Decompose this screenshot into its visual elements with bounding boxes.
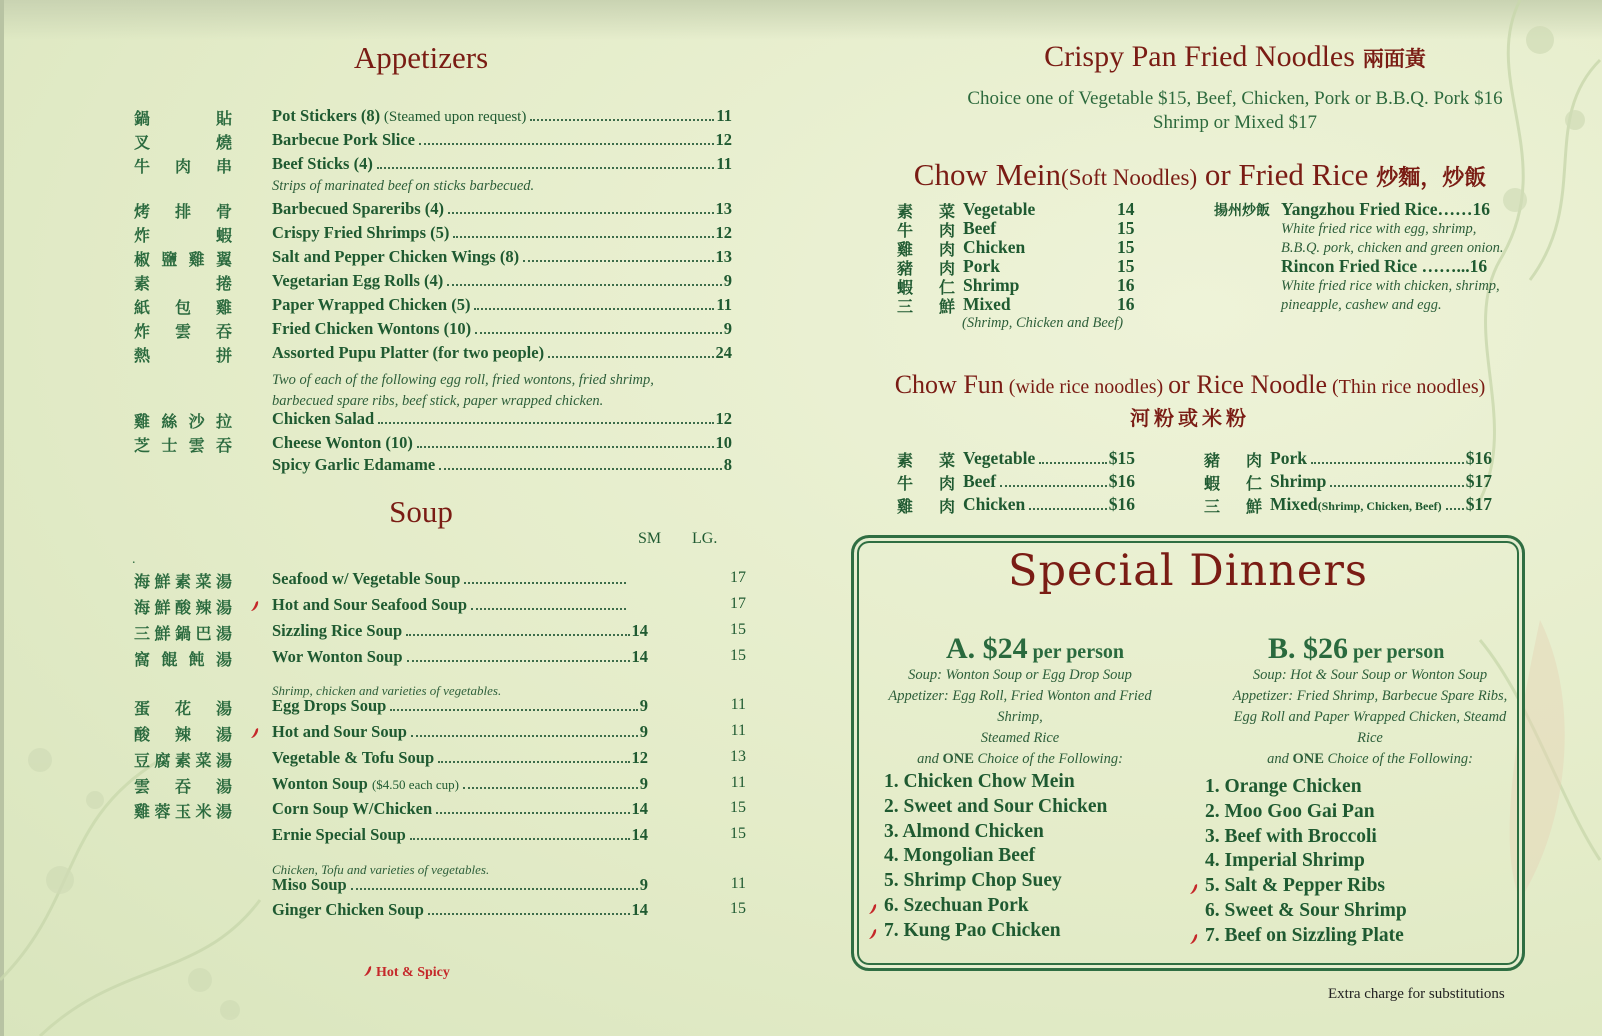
chow-mein-price: 14: [1117, 199, 1135, 219]
option-b-dish: 5. Salt & Pepper Ribs: [1205, 875, 1386, 897]
top-shadow: [0, 0, 1602, 40]
appetizer-item: [272, 130, 732, 150]
soup-name: Vegetable & Tofu Soup: [272, 748, 435, 767]
spicy-legend: [363, 964, 450, 981]
soup-row: [134, 621, 746, 643]
rincon-desc-line1: White fried rice with chicken, shrimp,: [1281, 278, 1500, 294]
chili-icon: [1189, 932, 1199, 944]
appetizer-row: [134, 295, 732, 317]
chow-fun-name: Vegetable: [963, 448, 1036, 468]
soup-large-price: 15: [730, 799, 746, 816]
option-a-rice: Steamed Rice: [980, 730, 1060, 746]
leader-dots: [407, 660, 630, 662]
leader-dots: [448, 212, 713, 214]
option-a-dish: 5. Shrimp Chop Suey: [884, 870, 1062, 892]
appetizer-chinese-name: 芝士雲吞: [134, 436, 232, 455]
option-b-dish: 4. Imperial Shrimp: [1205, 850, 1365, 872]
soup-chinese-name: 酸辣湯: [134, 725, 232, 744]
appetizer-name: Paper Wrapped Chicken (5): [272, 295, 471, 314]
crispy-noodles-line2: Shrimp or Mixed $17: [1152, 112, 1318, 133]
chow-mein-name: Vegetable: [963, 199, 1036, 219]
option-a-dish: 4. Mongolian Beef: [884, 845, 1036, 867]
appetizer-chinese-name: 椒鹽雞翼: [134, 250, 232, 269]
appetizer-price: 24: [715, 343, 732, 362]
chow-mein-chinese-name: 豬肉: [897, 259, 955, 278]
option-b-description: [1220, 665, 1520, 770]
appetizer-price: 13: [715, 247, 732, 266]
soup-item: [272, 875, 648, 895]
leader-dots: [1029, 508, 1107, 510]
chow-fun-price: $15: [1108, 448, 1135, 468]
leader-dots: [428, 913, 630, 915]
leader-dots: [390, 709, 637, 711]
option-b-dish: 2. Moo Goo Gai Pan: [1205, 800, 1375, 822]
appetizer-item: [272, 199, 732, 219]
chili-icon: [868, 927, 878, 939]
option-a-dish: 3. Almond Chicken: [884, 820, 1044, 842]
pupu-description-line1: Two of each of the following egg roll, fried wontons, fried shrimp,: [272, 372, 654, 388]
chow-mein-name: Chicken: [963, 237, 1026, 257]
soup-name: Wor Wonton Soup: [272, 647, 403, 666]
soup-small-price: 9: [639, 875, 648, 894]
soup-chinese-name: 豆腐素菜湯: [134, 751, 232, 770]
chow-fun-row: [1204, 448, 1494, 470]
chow-mein-chinese-name: 牛肉: [897, 221, 955, 240]
chow-fun-price: $16: [1108, 494, 1135, 514]
option-b-heading: [1268, 632, 1444, 666]
crispy-noodles-title: Crispy Pan Fried Noodles: [1044, 40, 1355, 73]
chow-fun-name: Chicken: [963, 494, 1026, 514]
chow-fun-price: $16: [1108, 471, 1135, 491]
soup-item: [272, 621, 648, 641]
chow-mein-name: Mixed: [963, 294, 1011, 314]
leader-dots: [474, 308, 714, 310]
appetizer-item: [272, 455, 732, 475]
pupu-description-line2: barbecued spare ribs, beef stick, paper wrapped chicken.: [272, 393, 604, 409]
option-a-dish: 7. Kung Pao Chicken: [884, 919, 1061, 941]
leader-dots: [406, 634, 629, 636]
chow-fun-row: [897, 448, 1137, 470]
option-a-dish: 2. Sweet and Sour Chicken: [884, 795, 1108, 817]
leader-dots: [417, 446, 714, 448]
soup-row: [134, 825, 746, 847]
leader-dots: [530, 119, 714, 121]
leader-dots: [410, 838, 630, 840]
option-a-price: A. $24: [946, 632, 1028, 665]
appetizer-price: 10: [715, 433, 732, 452]
appetizer-item: [272, 433, 732, 453]
chow-mein-price: 16: [1117, 294, 1135, 314]
appetizer-price: 9: [723, 319, 732, 338]
chow-mein-price: 15: [1117, 237, 1135, 257]
leader-dots: [378, 422, 713, 424]
leader-dots: [377, 167, 715, 169]
soup-large-price: 17: [730, 569, 746, 586]
soup-item: [272, 569, 628, 589]
option-a-heading: [946, 632, 1124, 666]
appetizer-price: 13: [715, 199, 732, 218]
leader-dots: [471, 608, 626, 610]
appetizer-row: [134, 319, 732, 341]
soup-chinese-name: 海鮮素菜湯: [134, 572, 232, 591]
appetizer-name: Beef Sticks (4): [272, 154, 373, 173]
chow-mein-price: 15: [1117, 256, 1135, 276]
chow-fun-price: $17: [1465, 494, 1492, 514]
soup-item: [272, 696, 648, 716]
soup-chinese-name: 雞蓉玉米湯: [134, 802, 232, 821]
chow-fun-item: [1270, 494, 1492, 515]
appetizer-name: Assorted Pupu Platter (for two people): [272, 343, 545, 362]
chow-fun-chinese-name: 蝦仁: [1204, 474, 1262, 493]
option-b-soup: Soup: Hot & Sour Soup or Wonton Soup: [1252, 667, 1488, 683]
chow-fun-note: (Shrimp, Chicken, Beef): [1317, 499, 1442, 513]
leader-dots: [447, 284, 721, 286]
rincon-desc-line2: pineapple, cashew and egg.: [1281, 297, 1442, 313]
option-b-price: B. $26: [1268, 632, 1349, 665]
soup-chinese-name: 三鮮鍋巴湯: [134, 624, 232, 643]
soup-large-price: 13: [730, 748, 746, 765]
soup-name: Sizzling Rice Soup: [272, 621, 403, 640]
appetizer-price: 11: [716, 106, 732, 125]
appetizer-item: [272, 409, 732, 429]
appetizer-row: [134, 106, 732, 128]
chow-fun-name: Beef: [963, 471, 997, 491]
soup-item: [272, 647, 648, 667]
option-a-choice: [870, 749, 1170, 770]
appetizer-chinese-name: 熱拼: [134, 346, 232, 365]
soup-large-price: 15: [730, 825, 746, 842]
appetizer-item: [272, 343, 732, 363]
appetizer-name: Pot Stickers (8) (Steamed upon request): [272, 106, 527, 125]
appetizer-item: [272, 295, 732, 315]
chow-mein-chinese-name: 素菜: [897, 202, 955, 221]
appetizer-chinese-name: 烤排骨: [134, 202, 232, 221]
appetizers-heading: Appetizers: [353, 40, 489, 75]
option-a-dish: 6. Szechuan Pork: [884, 895, 1029, 916]
option-b-choice: [1220, 749, 1520, 770]
yangzhou-fried-rice: Yangzhou Fried Rice……16: [1281, 199, 1491, 219]
soup-small-price: 14: [631, 900, 648, 919]
soup-large-price: 11: [730, 774, 746, 791]
wor-wonton-description: Shrimp, chicken and varieties of vegetables.: [272, 683, 502, 698]
appetizer-chinese-name: 素捲: [134, 274, 232, 293]
appetizer-row: [134, 154, 732, 176]
soup-row: [134, 722, 746, 744]
substitution-note: Extra charge for substitutions: [1328, 986, 1505, 1002]
soup-name: Miso Soup: [272, 875, 347, 894]
soup-row: [134, 875, 746, 897]
chow-mein-chinese-name: 蝦仁: [897, 278, 955, 297]
appetizer-row: [134, 247, 732, 269]
crispy-noodles-heading: [870, 40, 1600, 74]
leader-dots: [453, 236, 713, 238]
appetizer-item: [272, 271, 732, 291]
chow-mein-price: 16: [1117, 275, 1135, 295]
chili-icon: [250, 726, 260, 738]
ernie-soup-description: Chicken, Tofu and varieties of vegetables.: [272, 862, 490, 877]
appetizer-item: [272, 106, 732, 126]
soup-row: [134, 774, 746, 796]
option-a-dish: 1. Chicken Chow Mein: [884, 771, 1075, 792]
appetizer-row: [134, 271, 732, 293]
leader-dots: [438, 761, 629, 763]
leader-dots: [411, 735, 638, 737]
chow-fun-subtitle: (wide rice noodles): [1003, 376, 1169, 398]
chow-fun-item: [963, 448, 1135, 469]
mixed-note: (Shrimp, Chicken and Beef): [962, 315, 1124, 331]
soup-large-price: 15: [730, 647, 746, 664]
appetizer-name: Fried Chicken Wontons (10): [272, 319, 472, 338]
leader-dots: [1000, 485, 1107, 487]
chow-fun-name: Shrimp: [1270, 471, 1327, 491]
option-b-dish: 6. Sweet & Sour Shrimp: [1205, 900, 1407, 921]
soup-name: Wonton Soup ($4.50 each cup): [272, 774, 459, 793]
option-b-choice-post: Choice of the Following:: [1323, 751, 1473, 767]
chow-mein-chinese-name: 雞肉: [897, 240, 955, 259]
soup-chinese-name: 蛋花湯: [134, 699, 232, 718]
rice-noodle-title: or Rice Noodle: [1168, 370, 1328, 399]
leader-dots: [439, 468, 722, 470]
soup-row: [134, 799, 746, 821]
soup-item: [272, 748, 648, 768]
chow-fun-heading: [840, 370, 1540, 400]
option-b-rice: Egg Roll and Paper Wrapped Chicken, Steamd Rice: [1233, 709, 1507, 746]
soup-chinese-name: 海鮮酸辣湯: [134, 598, 232, 617]
chow-fun-name: Pork: [1270, 448, 1307, 468]
appetizer-row: [134, 130, 732, 152]
soup-name: Corn Soup W/Chicken: [272, 799, 433, 818]
chow-mein-chinese: 炒麵，炒飯: [1376, 166, 1487, 191]
soup-name: Ginger Chicken Soup: [272, 900, 424, 919]
small-size-header: SM: [638, 530, 662, 547]
chow-fun-price: $16: [1465, 448, 1492, 468]
soup-row: [134, 647, 746, 669]
chili-icon: [1189, 882, 1199, 894]
chow-mein-title: Chow Mein: [913, 157, 1062, 192]
chow-fun-chinese-name: 三鮮: [1204, 497, 1262, 516]
leader-dots: [1330, 485, 1463, 487]
chow-fun-item: [963, 471, 1135, 492]
soup-row: [134, 696, 746, 718]
leader-dots: [463, 787, 638, 789]
appetizer-name: Crispy Fried Shrimps (5): [272, 223, 450, 242]
appetizer-chinese-name: 鍋貼: [134, 109, 232, 128]
appetizer-row: [134, 455, 732, 477]
appetizer-item: [272, 319, 732, 339]
soup-item: [272, 900, 648, 920]
yangzhou-desc-line1: White fried rice with egg, shrimp,: [1281, 221, 1477, 237]
soup-small-price: 14: [631, 621, 648, 640]
chow-mein-subtitle: (Soft Noodles): [1061, 165, 1198, 190]
appetizer-chinese-name: 叉燒: [134, 133, 232, 152]
chow-fun-row: [897, 494, 1137, 516]
soup-large-price: 17: [730, 595, 746, 612]
beef-sticks-description: Strips of marinated beef on sticks barbecued.: [272, 178, 535, 194]
appetizer-name: Vegetarian Egg Rolls (4): [272, 271, 444, 290]
leader-dots: [351, 888, 638, 890]
stray-dot: .: [132, 552, 136, 567]
option-b-dish: 7. Beef on Sizzling Plate: [1205, 924, 1404, 946]
soup-name: Ernie Special Soup: [272, 825, 406, 844]
chow-fun-name: Mixed: [1270, 494, 1318, 514]
chow-fun-row: [1204, 471, 1494, 493]
appetizer-item: [272, 154, 732, 174]
chow-mein-chinese-name: 三鮮: [897, 297, 955, 316]
option-b-choice-one: ONE: [1292, 751, 1324, 767]
appetizer-item: [272, 223, 732, 243]
appetizer-chinese-name: 紙包雞: [134, 298, 232, 317]
soup-item: [272, 722, 648, 742]
appetizer-name: Cheese Wonton (10): [272, 433, 413, 452]
appetizer-price: 11: [716, 295, 732, 314]
option-b-dish: 1. Orange Chicken: [1205, 776, 1362, 797]
chow-mein-name: Pork: [963, 256, 1000, 276]
soup-large-price: 15: [730, 900, 746, 917]
appetizer-chinese-name: 雞絲沙拉: [134, 412, 232, 431]
yangzhou-chinese: 揚州炒飯: [1214, 203, 1270, 219]
soup-heading: Soup: [389, 494, 453, 529]
chow-fun-chinese: 河粉或米粉: [1130, 406, 1250, 430]
appetizer-price: 12: [715, 409, 732, 428]
leader-dots: [548, 356, 713, 358]
appetizer-chinese-name: 炸雲吞: [134, 322, 232, 341]
soup-row: [134, 569, 746, 591]
soup-name: Egg Drops Soup: [272, 696, 387, 715]
leader-dots: [464, 582, 626, 584]
chow-fun-chinese-name: 雞肉: [897, 497, 955, 516]
appetizer-name: Barbecued Spareribs (4): [272, 199, 445, 218]
appetizer-price: 11: [716, 154, 732, 173]
leader-dots: [436, 812, 629, 814]
appetizer-row: [134, 343, 732, 365]
chow-fun-item: [963, 494, 1135, 515]
appetizer-chinese-name: 炸蝦: [134, 226, 232, 245]
chow-fun-title: Chow Fun: [894, 370, 1004, 399]
appetizer-row: [134, 433, 732, 455]
crispy-noodles-chinese: 兩面黃: [1362, 47, 1426, 71]
appetizer-item: [272, 247, 732, 267]
soup-large-price: 11: [730, 875, 746, 892]
fried-rice-title: or Fried Rice: [1197, 157, 1377, 192]
appetizer-price: 8: [723, 455, 732, 474]
soup-chinese-name: 雲吞湯: [134, 777, 232, 796]
large-size-header: LG.: [692, 530, 718, 547]
soup-small-price: 14: [631, 825, 648, 844]
chow-fun-item: [1270, 448, 1492, 469]
leader-dots: [1039, 462, 1106, 464]
option-b-choice-pre: and: [1267, 751, 1293, 767]
rice-noodle-subtitle: (Thin rice noodles): [1327, 376, 1486, 398]
appetizer-name: Salt and Pepper Chicken Wings (8): [272, 247, 520, 266]
soup-large-price: 11: [730, 722, 746, 739]
chow-fun-row: [1204, 494, 1494, 516]
soup-item: [272, 825, 648, 845]
leader-dots: [1311, 462, 1464, 464]
option-a-soup: Soup: Wonton Soup or Egg Drop Soup: [908, 667, 1132, 683]
soup-name: Hot and Sour Soup: [272, 722, 407, 741]
soup-large-price: 15: [730, 621, 746, 638]
leader-dots: [1446, 508, 1464, 510]
soup-item: [272, 774, 648, 794]
soup-small-price: 14: [631, 799, 648, 818]
chow-mein-price: 15: [1117, 218, 1135, 238]
soup-small-price: 12: [631, 748, 648, 767]
appetizer-name: Chicken Salad: [272, 409, 375, 428]
soup-row: [134, 900, 746, 922]
chow-mein-name: Shrimp: [963, 275, 1020, 295]
chili-icon: [363, 965, 373, 977]
chili-icon: [868, 902, 878, 914]
special-dinners-title: Special Dinners: [1007, 546, 1368, 596]
appetizer-chinese-name: 牛肉串: [134, 157, 232, 176]
chow-fun-item: [1270, 471, 1492, 492]
appetizer-price: 9: [723, 271, 732, 290]
soup-name: Hot and Sour Seafood Soup: [272, 595, 468, 614]
appetizer-row: [134, 409, 732, 431]
option-a-per-person: per person: [1027, 641, 1124, 663]
soup-small-price: 9: [639, 774, 648, 793]
chow-mein-heading: [860, 157, 1540, 193]
chow-mein-name: Beef: [963, 218, 997, 238]
option-a-choice-one: ONE: [942, 751, 974, 767]
soup-row: [134, 595, 746, 617]
soup-name: Seafood w/ Vegetable Soup: [272, 569, 461, 588]
yangzhou-desc-line2: B.B.Q. pork, chicken and green onion.: [1281, 240, 1504, 256]
appetizer-price: 12: [715, 130, 732, 149]
appetizer-row: [134, 199, 732, 221]
soup-chinese-name: 窩餛飩湯: [134, 650, 232, 669]
soup-small-price: 9: [639, 722, 648, 741]
chow-fun-chinese-name: 牛肉: [897, 474, 955, 493]
soup-small-price: 9: [639, 696, 648, 715]
option-b-appetizer: Appetizer: Fried Shrimp, Barbecue Spare Ribs,: [1232, 688, 1508, 704]
chow-fun-chinese-name: 素菜: [897, 451, 955, 470]
appetizer-row: [134, 223, 732, 245]
soup-item: [272, 595, 628, 615]
leader-dots: [475, 332, 722, 334]
soup-row: [134, 748, 746, 770]
leader-dots: [419, 143, 714, 145]
chow-fun-row: [897, 471, 1137, 493]
option-a-description: [870, 665, 1170, 770]
option-a-choice-pre: and: [917, 751, 943, 767]
soup-small-price: 14: [631, 647, 648, 666]
soup-item: [272, 799, 648, 819]
crispy-noodles-line1: Choice one of Vegetable $15, Beef, Chicken, Pork or B.B.Q. Pork $16: [967, 88, 1503, 109]
appetizer-name: Spicy Garlic Edamame: [272, 455, 436, 474]
appetizer-name: Barbecue Pork Slice: [272, 130, 415, 149]
rincon-fried-rice: Rincon Fried Rice ……...16: [1281, 256, 1488, 276]
soup-large-price: 11: [730, 696, 746, 713]
option-b-per-person: per person: [1348, 641, 1445, 663]
chili-icon: [250, 599, 260, 611]
option-b-dish: 3. Beef with Broccoli: [1205, 825, 1377, 847]
option-a-choice-post: Choice of the Following:: [973, 751, 1123, 767]
chow-fun-price: $17: [1465, 471, 1492, 491]
option-a-appetizer: Appetizer: Egg Roll, Fried Wonton and Fried Shrimp,: [888, 688, 1152, 725]
leader-dots: [523, 260, 713, 262]
appetizer-price: 12: [715, 223, 732, 242]
legend-label: Hot & Spicy: [376, 965, 450, 980]
chow-fun-chinese-name: 豬肉: [1204, 451, 1262, 470]
